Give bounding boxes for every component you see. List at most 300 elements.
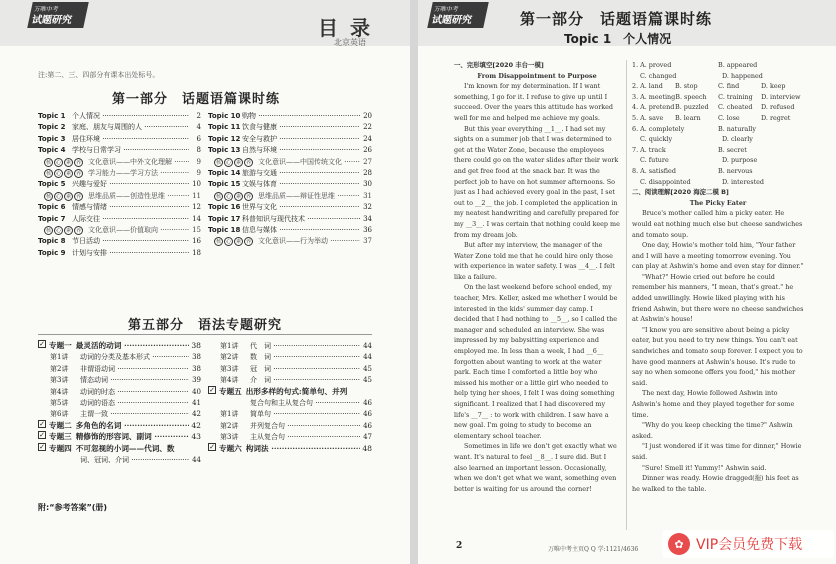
grammar-row[interactable] [38, 374, 201, 385]
checkbox-icon: ✓ [39, 340, 45, 348]
page-ref [360, 386, 372, 397]
toc-row[interactable] [208, 179, 372, 190]
grammar-title: 并列复合句 ····· [250, 420, 360, 431]
page-ref: 14 [192, 214, 201, 223]
badge-icon: 素 [235, 239, 241, 246]
option-text[interactable]: C. disappointed [640, 177, 691, 186]
grammar-row[interactable] [208, 397, 372, 408]
toc-row[interactable] [208, 168, 372, 179]
page-ref: 2 [196, 112, 201, 120]
core-literacy-row[interactable] [38, 157, 201, 168]
checkbox-icon: ✓ [39, 431, 45, 440]
page-ref: 4 [196, 123, 201, 132]
option-row [632, 177, 804, 188]
page-ref: 6 [196, 134, 201, 143]
option-text[interactable]: 3. A. meeting [632, 92, 676, 101]
topic-title: 饮食与健康 ····· [242, 122, 360, 133]
page-subtitle: 北京英语 [334, 38, 366, 47]
lesson-label: 第1讲 [50, 353, 69, 362]
grammar-title: 介 词 ····· [250, 374, 360, 385]
page-ref: 40 [192, 387, 201, 396]
toc-row[interactable] [38, 179, 201, 190]
grammar-title: 多角色的名词 ····· [76, 420, 189, 431]
page-ref: 44 [363, 342, 372, 350]
option-text[interactable]: 2. A. land [632, 82, 663, 91]
page-ref: 10 [192, 180, 201, 189]
brand-logo: 万唯中考 试题研究 [427, 2, 489, 28]
cloze-options [632, 60, 804, 187]
option-row [632, 60, 804, 71]
toc-row[interactable] [38, 111, 201, 122]
option-text[interactable]: B. appeared [718, 61, 758, 69]
lesson-label: 第3讲 [220, 364, 239, 373]
literacy-title: 学习能力——学习方法 ····· [88, 168, 189, 179]
literacy-badges [214, 157, 258, 168]
lesson-label: 第2讲 [220, 353, 239, 362]
toc-part1-left [38, 111, 201, 259]
page-ref: 24 [363, 134, 372, 143]
page-ref: 46 [363, 421, 372, 430]
right-page [418, 0, 836, 564]
grammar-row[interactable] [38, 408, 201, 419]
page-ref: 43 [191, 432, 201, 442]
toc-row[interactable] [38, 236, 201, 247]
badge-icon: 心 [55, 159, 61, 166]
lesson-label [208, 397, 250, 408]
option-text[interactable]: B. puzzled [675, 103, 709, 112]
lesson-label: 第3讲 [50, 376, 69, 385]
page-ref: 18 [192, 248, 201, 257]
option-text[interactable]: B. naturally [718, 124, 756, 133]
lesson-label: 第5讲 [50, 398, 69, 407]
grammar-title: 主从复合句 ····· [250, 431, 360, 442]
paragraph: Sometimes in life we don't get exactly what we want. It's natural to feel __8__. I sure did. But I also learned an important lesson. Occasionally, when we don't get what we want, something even better is waiting for us around the corner! [454, 442, 617, 493]
badge-icon: 核 [45, 227, 51, 234]
literacy-title: 文化意识——价值取向 ····· [88, 225, 189, 236]
badge-icon: 素 [235, 193, 241, 200]
option-row [632, 145, 804, 156]
toc-part1-right [208, 111, 372, 248]
paragraph: "Why do you keep checking the time?" Ashwin asked. [632, 421, 793, 440]
grammar-title: 动词的语态 ····· [80, 397, 189, 408]
chapter-label: 专题五 [219, 386, 242, 396]
topic-title: 科普知识与现代技术 ····· [242, 214, 360, 225]
lesson-label: 第1讲 [220, 410, 239, 419]
chapter-label: 专题四 [49, 443, 72, 453]
divider [38, 334, 372, 335]
grammar-title: 构词法 ····· [246, 443, 360, 454]
option-text[interactable]: B. nervous [718, 166, 753, 175]
grammar-title: 动词的分类及基本形式 ····· [80, 351, 189, 362]
left-header [0, 0, 410, 46]
paragraph: 一、完形填空[2020 丰台一模] [454, 61, 544, 69]
grammar-title: 数 词 ····· [250, 351, 360, 362]
topic-number: Topic 2 [38, 123, 66, 132]
toc-row[interactable] [208, 111, 372, 122]
literacy-title: 文化意识——中国传统文化 ····· [258, 157, 360, 168]
option-text[interactable]: C. quickly [640, 135, 673, 144]
page-ref: 45 [363, 376, 372, 385]
grammar-row[interactable] [38, 420, 201, 431]
page-ref: 45 [363, 364, 372, 373]
paragraph: "I know you are sensitive about being a picky eater, but you need to try new things. You can't eat sandwiches and tomato soup forever. I expect you to have good manners at Ashwin's house. It's rude to say no when someone offers you food," his mother said. [632, 325, 803, 387]
page-number: 2 [456, 541, 463, 551]
option-row [632, 92, 804, 103]
topic-number: Topic 5 [38, 180, 66, 189]
option-text[interactable]: C. changed [640, 71, 677, 80]
paragraph: "I just wondered if it was time for dinner," Howie said. [632, 442, 802, 461]
checkbox-icon: ✓ [209, 385, 215, 394]
topic-title: 旅游与交通 ····· [242, 168, 360, 179]
literacy-title: 文化意识——行为举动 ····· [258, 236, 360, 247]
badge-icon: 心 [55, 227, 61, 234]
topic-number: Topic 11 [208, 123, 241, 132]
page-ref: 27 [363, 157, 372, 166]
toc-grammar-right [208, 340, 372, 454]
page-ref: 37 [363, 237, 372, 246]
toc-row[interactable] [208, 214, 372, 225]
paragraph: "Sure! Smell it! Yummy!" Ashwin said. [642, 463, 767, 472]
topic-title: 节日活动 ····· [72, 236, 189, 247]
badge-icon: 核 [215, 239, 221, 246]
topic-number: Topic 4 [38, 146, 66, 155]
grammar-title: 主谓一致 ····· [80, 408, 189, 419]
page-ref: 46 [363, 410, 372, 419]
paragraph: 二、阅读理解[2020 海淀二模 B] [632, 188, 729, 197]
literacy-title: 思维品质——辩证性思维 ····· [258, 191, 360, 202]
page-ref: 15 [192, 225, 201, 234]
grammar-title: 情态动词 ····· [80, 374, 189, 385]
option-text[interactable]: 8. A. satisfied [632, 166, 676, 175]
topic-number: Topic 14 [208, 168, 241, 177]
option-text[interactable]: 5. A. save [632, 113, 664, 122]
toc-row[interactable] [38, 145, 201, 156]
grammar-title: 词、冠词、介词 ····· [80, 454, 189, 465]
literacy-badges [44, 191, 88, 202]
grammar-row[interactable] [38, 454, 201, 465]
grammar-title: 代 词 ····· [250, 340, 360, 351]
part1-title: 第一部分 话题语篇课时练 [112, 92, 281, 107]
grammar-row[interactable] [38, 443, 201, 454]
grammar-row[interactable] [208, 386, 372, 397]
topic-title: 个人情况 ····· [72, 111, 189, 122]
paragraph: But this year everything __1__. I had set my sights on a summer job that I was determined to get at the Water Zone, because the employees there could go on the water slides after their work and get free food at the snack bar. It was the perfect job to have on hot summer afternoons. So just as I had achieved every goal in the past, I set out to __2__ the job. I completed the application in my neatest handwriting and carefully prepared for my __3__. I was certain that nothing could keep me from my dream job. [454, 124, 620, 239]
badge-icon: 养 [75, 170, 81, 177]
option-row [632, 155, 804, 166]
checkbox-icon: ✓ [39, 442, 45, 451]
page-ref: 34 [363, 214, 372, 223]
literacy-title: 文化意识——中外文化理解 ····· [88, 157, 189, 168]
topic-number: Topic 1 [38, 112, 66, 120]
grammar-row[interactable] [208, 408, 372, 419]
core-literacy-row[interactable] [38, 191, 201, 202]
grammar-row[interactable] [208, 363, 372, 374]
grammar-title: 冠 词 ····· [250, 363, 360, 374]
core-literacy-row[interactable] [38, 225, 201, 236]
topic-number: Topic 8 [38, 237, 66, 246]
page-ref: 42 [192, 410, 201, 419]
paragraph: One day, Howie's mother told him, "Your father and I will have a meeting tomorrow evening. You can play at Ashwin's home and even stay for dinner." [632, 241, 804, 271]
grammar-title: 最灵活的动词 ····· [76, 340, 189, 351]
option-row [632, 81, 804, 92]
topic-title: 情感与情绪 ····· [72, 202, 189, 213]
toc-row[interactable] [208, 134, 372, 145]
topic-title: 世界与文化 ····· [242, 202, 360, 213]
section-title: 第一部分 话题语篇课时练 [520, 10, 713, 28]
lesson-label: 第3讲 [220, 433, 239, 442]
page-ref: 47 [363, 433, 372, 442]
toc-row[interactable] [38, 134, 201, 145]
topic-number: Topic 13 [208, 146, 241, 155]
option-text[interactable]: 4. A. pretend [632, 103, 675, 112]
page-ref: 42 [191, 420, 201, 430]
brand-logo: 万唯中考 试题研究 [27, 2, 89, 28]
page-ref: 28 [363, 168, 372, 177]
badge-icon: 养 [75, 193, 81, 200]
option-row [632, 102, 804, 113]
topic-title: 家庭、朋友与周围的人 ····· [72, 122, 189, 133]
badge-icon: 心 [55, 193, 61, 200]
page-ref: 48 [362, 443, 372, 453]
vip-icon: ✿ [668, 533, 690, 555]
paragraph: The Picky Eater [689, 198, 747, 207]
toc-row[interactable] [38, 122, 201, 133]
option-text[interactable]: 1. A. proved [632, 61, 672, 69]
option-text[interactable]: D. happened [722, 71, 763, 80]
literacy-title: 思维品质——创造性思维 ····· [88, 191, 189, 202]
grammar-title: 精修饰的形容词、副词 ····· [76, 431, 189, 442]
grammar-row[interactable] [38, 397, 201, 408]
lesson-label [38, 454, 80, 465]
page-ref: 11 [192, 191, 201, 200]
option-text[interactable]: C. find [718, 82, 740, 91]
grammar-title: 动词的时态 ····· [80, 386, 189, 397]
badge-icon: 心 [225, 193, 231, 200]
topic-number: Topic 15 [208, 180, 241, 189]
paragraph: "What?" Howie cried out before he could remember his manners, "I mean, that's great." he added unwillingly. Howie liked playing with his friend Ashwin, but there were no cheese sandwiches at Ashwin's house! [632, 272, 804, 324]
option-row [632, 124, 804, 135]
page-ref: 38 [191, 341, 201, 350]
page-ref: 41 [192, 398, 201, 407]
grammar-row[interactable] [208, 374, 372, 385]
badge-icon: 心 [55, 170, 61, 177]
option-text[interactable]: C. cheated [718, 103, 753, 112]
toc-row[interactable] [208, 145, 372, 156]
grammar-title: 出形多样的句式:简单句、并列 [245, 386, 348, 396]
topic-number: Topic 17 [208, 214, 241, 223]
page-ref: 8 [196, 146, 201, 155]
lesson-label: 第1讲 [220, 342, 239, 350]
topic-number: Topic 18 [208, 225, 241, 234]
topic-title: 购物 ····· [242, 111, 360, 122]
checkbox-icon: ✓ [39, 419, 45, 428]
lesson-label: 第4讲 [220, 376, 239, 385]
option-row [632, 113, 804, 124]
option-text[interactable]: C. lose [718, 113, 740, 122]
literacy-badges [214, 236, 258, 247]
core-literacy-row[interactable] [208, 191, 372, 202]
option-text[interactable]: D. refused [761, 103, 795, 112]
vip-label: VIP会员免费下载 [696, 537, 803, 553]
option-text[interactable]: D. clearly [722, 135, 753, 144]
core-literacy-row[interactable] [208, 157, 372, 168]
column-divider [626, 60, 627, 530]
vip-download-button[interactable] [662, 530, 834, 558]
page-ref: 30 [363, 180, 372, 189]
topic-title: 兴趣与爱好 ····· [72, 179, 189, 190]
topic-title: 计划与安排 ····· [72, 248, 189, 259]
badge-icon: 养 [245, 239, 251, 246]
topic-title: 文娱与体育 ····· [242, 179, 360, 190]
topic-number: Topic 7 [38, 214, 66, 223]
page-ref: 22 [363, 123, 372, 132]
grammar-row[interactable] [38, 351, 201, 362]
grammar-title: 简单句 ····· [250, 408, 360, 419]
badge-icon: 素 [235, 159, 241, 166]
lesson-label: 第2讲 [50, 364, 69, 373]
right-header [418, 0, 836, 46]
topic-title: 安全与救护 ····· [242, 134, 360, 145]
grammar-row[interactable] [38, 363, 201, 374]
chapter-label: 专题一 [49, 341, 72, 350]
badge-icon: 核 [45, 193, 51, 200]
topic-title: 学校与日常学习 ····· [72, 145, 189, 156]
page-ref: 38 [192, 353, 201, 362]
option-text[interactable]: D. purpose [722, 156, 758, 165]
badge-icon: 核 [45, 170, 51, 177]
literacy-badges [44, 225, 88, 236]
badge-icon: 养 [75, 227, 81, 234]
toc-row[interactable] [38, 248, 201, 259]
chapter-label: 专题六 [219, 443, 242, 453]
page-ref: 46 [363, 398, 372, 407]
page-ref: 16 [192, 237, 201, 246]
badge-icon: 核 [45, 159, 51, 166]
reading-passage [632, 187, 804, 494]
page-ref: 44 [363, 353, 372, 362]
option-row [632, 134, 804, 145]
option-text[interactable]: 6. A. completely [632, 124, 685, 133]
note-text: 注:第二、三、四部分有课本出处标号。 [38, 71, 160, 79]
part5-title: 第五部分 语法专题研究 [128, 318, 283, 333]
grammar-title: 非谓语动词 ····· [80, 363, 189, 374]
option-text[interactable]: B. speech [675, 92, 707, 101]
option-text[interactable]: D. interview [761, 92, 801, 101]
paragraph: But after my interview, the manager of the Water Zone told me that he could hire only those with experience in water safety. I was __4__. I felt like a failure. [454, 241, 615, 281]
option-text[interactable]: B. learn [675, 113, 701, 122]
grammar-row[interactable] [208, 431, 372, 442]
badge-icon: 养 [245, 193, 251, 200]
toc-row[interactable] [208, 202, 372, 213]
badge-icon: 养 [245, 159, 251, 166]
paragraph: Dinner was ready. Howie dragged(拖) his feet as he walked to the table. [632, 474, 799, 493]
badge-icon: 心 [225, 159, 231, 166]
toc-row[interactable] [208, 122, 372, 133]
lesson-label: 第6讲 [50, 410, 69, 419]
topic-title: 人际交往 ····· [72, 214, 189, 225]
topic-number: Topic 6 [38, 203, 66, 212]
page-ref: 20 [363, 112, 372, 120]
toc-row[interactable] [208, 225, 372, 236]
page-ref: 26 [363, 146, 372, 155]
page-ref: 32 [363, 203, 372, 212]
grammar-row[interactable] [208, 340, 372, 351]
grammar-row[interactable] [38, 431, 201, 442]
paragraph: The next day, Howie followed Ashwin into Ashwin's home and they played together for some time. [632, 389, 795, 419]
option-text[interactable]: B. secret [718, 145, 747, 154]
literacy-badges [214, 191, 258, 202]
page-ref: 9 [196, 157, 201, 166]
lesson-label: 第2讲 [220, 421, 239, 430]
checkbox-icon: ✓ [209, 442, 215, 451]
paragraph: I'm known for my determination. If I want something, I go for it. I refuse to give up until I succeed. Over the years this attitude has worked well for me and helped me achieve my goals. [454, 82, 614, 122]
option-text[interactable]: D. regret [761, 113, 791, 122]
grammar-row[interactable] [38, 386, 201, 397]
chapter-label: 专题二 [49, 420, 72, 430]
option-text[interactable]: C. future [640, 156, 669, 165]
grammar-title: 不可忽视的小词——代词、数 [75, 443, 175, 453]
lesson-label: 第4讲 [50, 387, 69, 396]
grammar-row[interactable] [208, 443, 372, 454]
core-literacy-row[interactable] [38, 168, 201, 179]
cloze-passage [454, 60, 620, 536]
badge-icon: 养 [75, 159, 81, 166]
option-text[interactable]: B. stop [675, 82, 698, 91]
topic-title: 自然与环境 ····· [242, 145, 360, 156]
answers-note: 附:“参考答案”(册) [38, 503, 108, 512]
option-text[interactable]: D. interested [722, 177, 765, 186]
grammar-row[interactable] [208, 420, 372, 431]
topic-number: Topic 12 [208, 134, 241, 143]
page-title: 目录 [318, 16, 382, 40]
page-ref: 39 [192, 376, 201, 385]
toc-row[interactable] [38, 202, 201, 213]
right-column [632, 60, 804, 536]
grammar-row[interactable] [208, 351, 372, 362]
badge-icon: 素 [65, 193, 71, 200]
topic-number: Topic 3 [38, 134, 66, 143]
badge-icon: 核 [215, 159, 221, 166]
grammar-row[interactable] [38, 340, 201, 351]
page-ref: 12 [192, 203, 201, 212]
topic-title: 信息与媒体 ····· [242, 225, 360, 236]
chapter-label: 专题三 [49, 432, 72, 442]
topic-title: Topic 1 个人情况 [564, 32, 672, 46]
core-literacy-row[interactable] [208, 236, 372, 247]
topic-number: Topic 16 [208, 203, 241, 212]
option-row [632, 71, 804, 82]
page-ref [189, 443, 201, 454]
option-row [632, 166, 804, 177]
badge-icon: 素 [65, 159, 71, 166]
toc-grammar-left [38, 340, 201, 465]
page-ref: 38 [192, 364, 201, 373]
topic-title: 居住环境 ····· [72, 134, 189, 145]
footer-text: 万唯中考主页Q Q 学:1121/4636 [548, 546, 639, 553]
badge-icon: 核 [215, 193, 221, 200]
paragraph: On the last weekend before school ended, my teacher, Mrs. Keller, asked me whether I would be interested in the kids' summer day camp. I decided that I had nothing to __5__, so I called the manager and scheduled an interview. She was impressed by my babysitting experience and employed me. In less than a week, I had __6__ forgotten about wanting to work at the water park. Each time I comforted a little boy who missed his mother or a little girl who needed to help tying her shoes, I felt I was doing something significant. I realized that I had discovered my life's __7__ : to work with children. I saw have a new goal. I'm going to study to become an elementary school teacher. [454, 283, 618, 440]
literacy-badges [44, 168, 88, 179]
badge-icon: 素 [65, 227, 71, 234]
option-text[interactable]: C. training [718, 92, 753, 101]
toc-row[interactable] [38, 214, 201, 225]
literacy-badges [44, 157, 88, 168]
left-page [0, 0, 410, 564]
option-text[interactable]: 7. A. track [632, 145, 666, 154]
option-text[interactable]: D. keep [761, 82, 786, 91]
paragraph: From Disappointment to Purpose [477, 71, 597, 80]
badge-icon: 素 [65, 170, 71, 177]
